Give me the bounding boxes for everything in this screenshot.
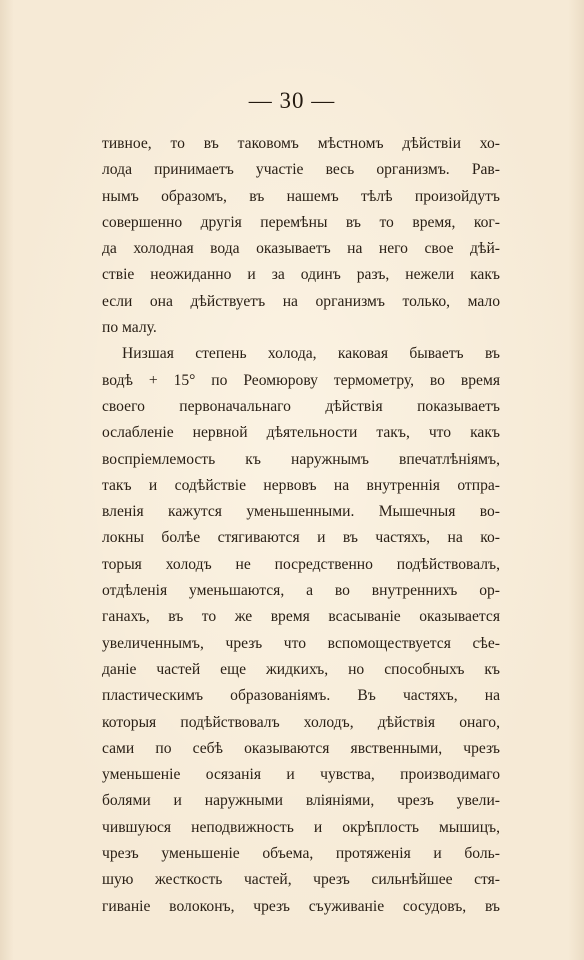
text-line: если она дѣйствуетъ на организмъ только, мало <box>102 292 500 310</box>
text-line: которыя подѣйствовалъ холодъ, дѣйствія онаго, <box>102 713 500 731</box>
text-line: болями и наружными вліяніями, чрезъ увели- <box>102 792 500 810</box>
text-line: локны болѣе стягиваются и въ частяхъ, на ко- <box>102 529 500 547</box>
text-line: шую жесткость частей, чрезъ сильнѣйшее стя- <box>102 871 500 889</box>
text-line: воспріемлемость къ наружнымъ впечатлѣніямъ, <box>102 450 500 468</box>
body-text <box>102 131 500 920</box>
text-line: ствіе неожиданно и за одинъ разъ, нежели какъ <box>102 266 500 284</box>
text-line: совершенно другія перемѣны въ то время, ког- <box>102 213 500 231</box>
text-line: тивное, то въ таковомъ мѣстномъ дѣйствіи хо- <box>102 135 500 152</box>
text-line: ганахъ, въ то же время всасываніе оказывается <box>102 608 500 626</box>
text-line: увеличеннымъ, чрезъ что вспомоществуется сѣе- <box>102 634 500 652</box>
text-line: даніе частей еще жидкихъ, но способныхъ къ <box>102 660 500 678</box>
text-line: пластическимъ образованіямъ. Въ частяхъ, на <box>102 687 500 705</box>
text-line: торыя холодъ не посредственно подѣйствовалъ, <box>102 555 500 573</box>
page-number: — 30 — <box>248 88 336 113</box>
text-line: такъ и содѣйствіе нервовъ на внутреннія отпра- <box>102 476 500 494</box>
text-line: уменьшеніе осязанія и чувства, производимаго <box>102 766 500 784</box>
text-line: да холодная вода оказываетъ на него свое дѣй- <box>102 240 500 258</box>
text-line: водѣ + 15° по Реомюрову термометру, во время <box>102 371 500 389</box>
paragraph-first-line: Низшая степень холода, каковая бываетъ въ <box>122 345 500 363</box>
text-line: своего первоначальнаго дѣйствія показываетъ <box>102 397 500 415</box>
text-line: чившуюся неподвижность и окрѣплость мышицъ, <box>102 818 500 836</box>
text-line: сами по себѣ оказываются явственными, чрезъ <box>102 739 500 757</box>
text-line: лода принимаетъ участіе весь организмъ. Рав- <box>102 161 500 179</box>
text-line: ослабленіе нервной дѣятельности такъ, что какъ <box>102 424 500 442</box>
text-line: отдѣленія уменьшаются, а во внутреннихъ ор- <box>102 582 500 600</box>
text-line: по малу. <box>102 319 157 337</box>
text-line: гиваніе волоконъ, чрезъ съуживаніе сосудовъ, въ <box>102 897 500 915</box>
text-line: нымъ образомъ, въ нашемъ тѣлѣ произойдутъ <box>102 187 500 205</box>
text-line: вленія кажутся уменьшенными. Мышечныя во- <box>102 503 500 521</box>
text-line: чрезъ уменьшеніе объема, протяженія и боль- <box>102 845 500 863</box>
